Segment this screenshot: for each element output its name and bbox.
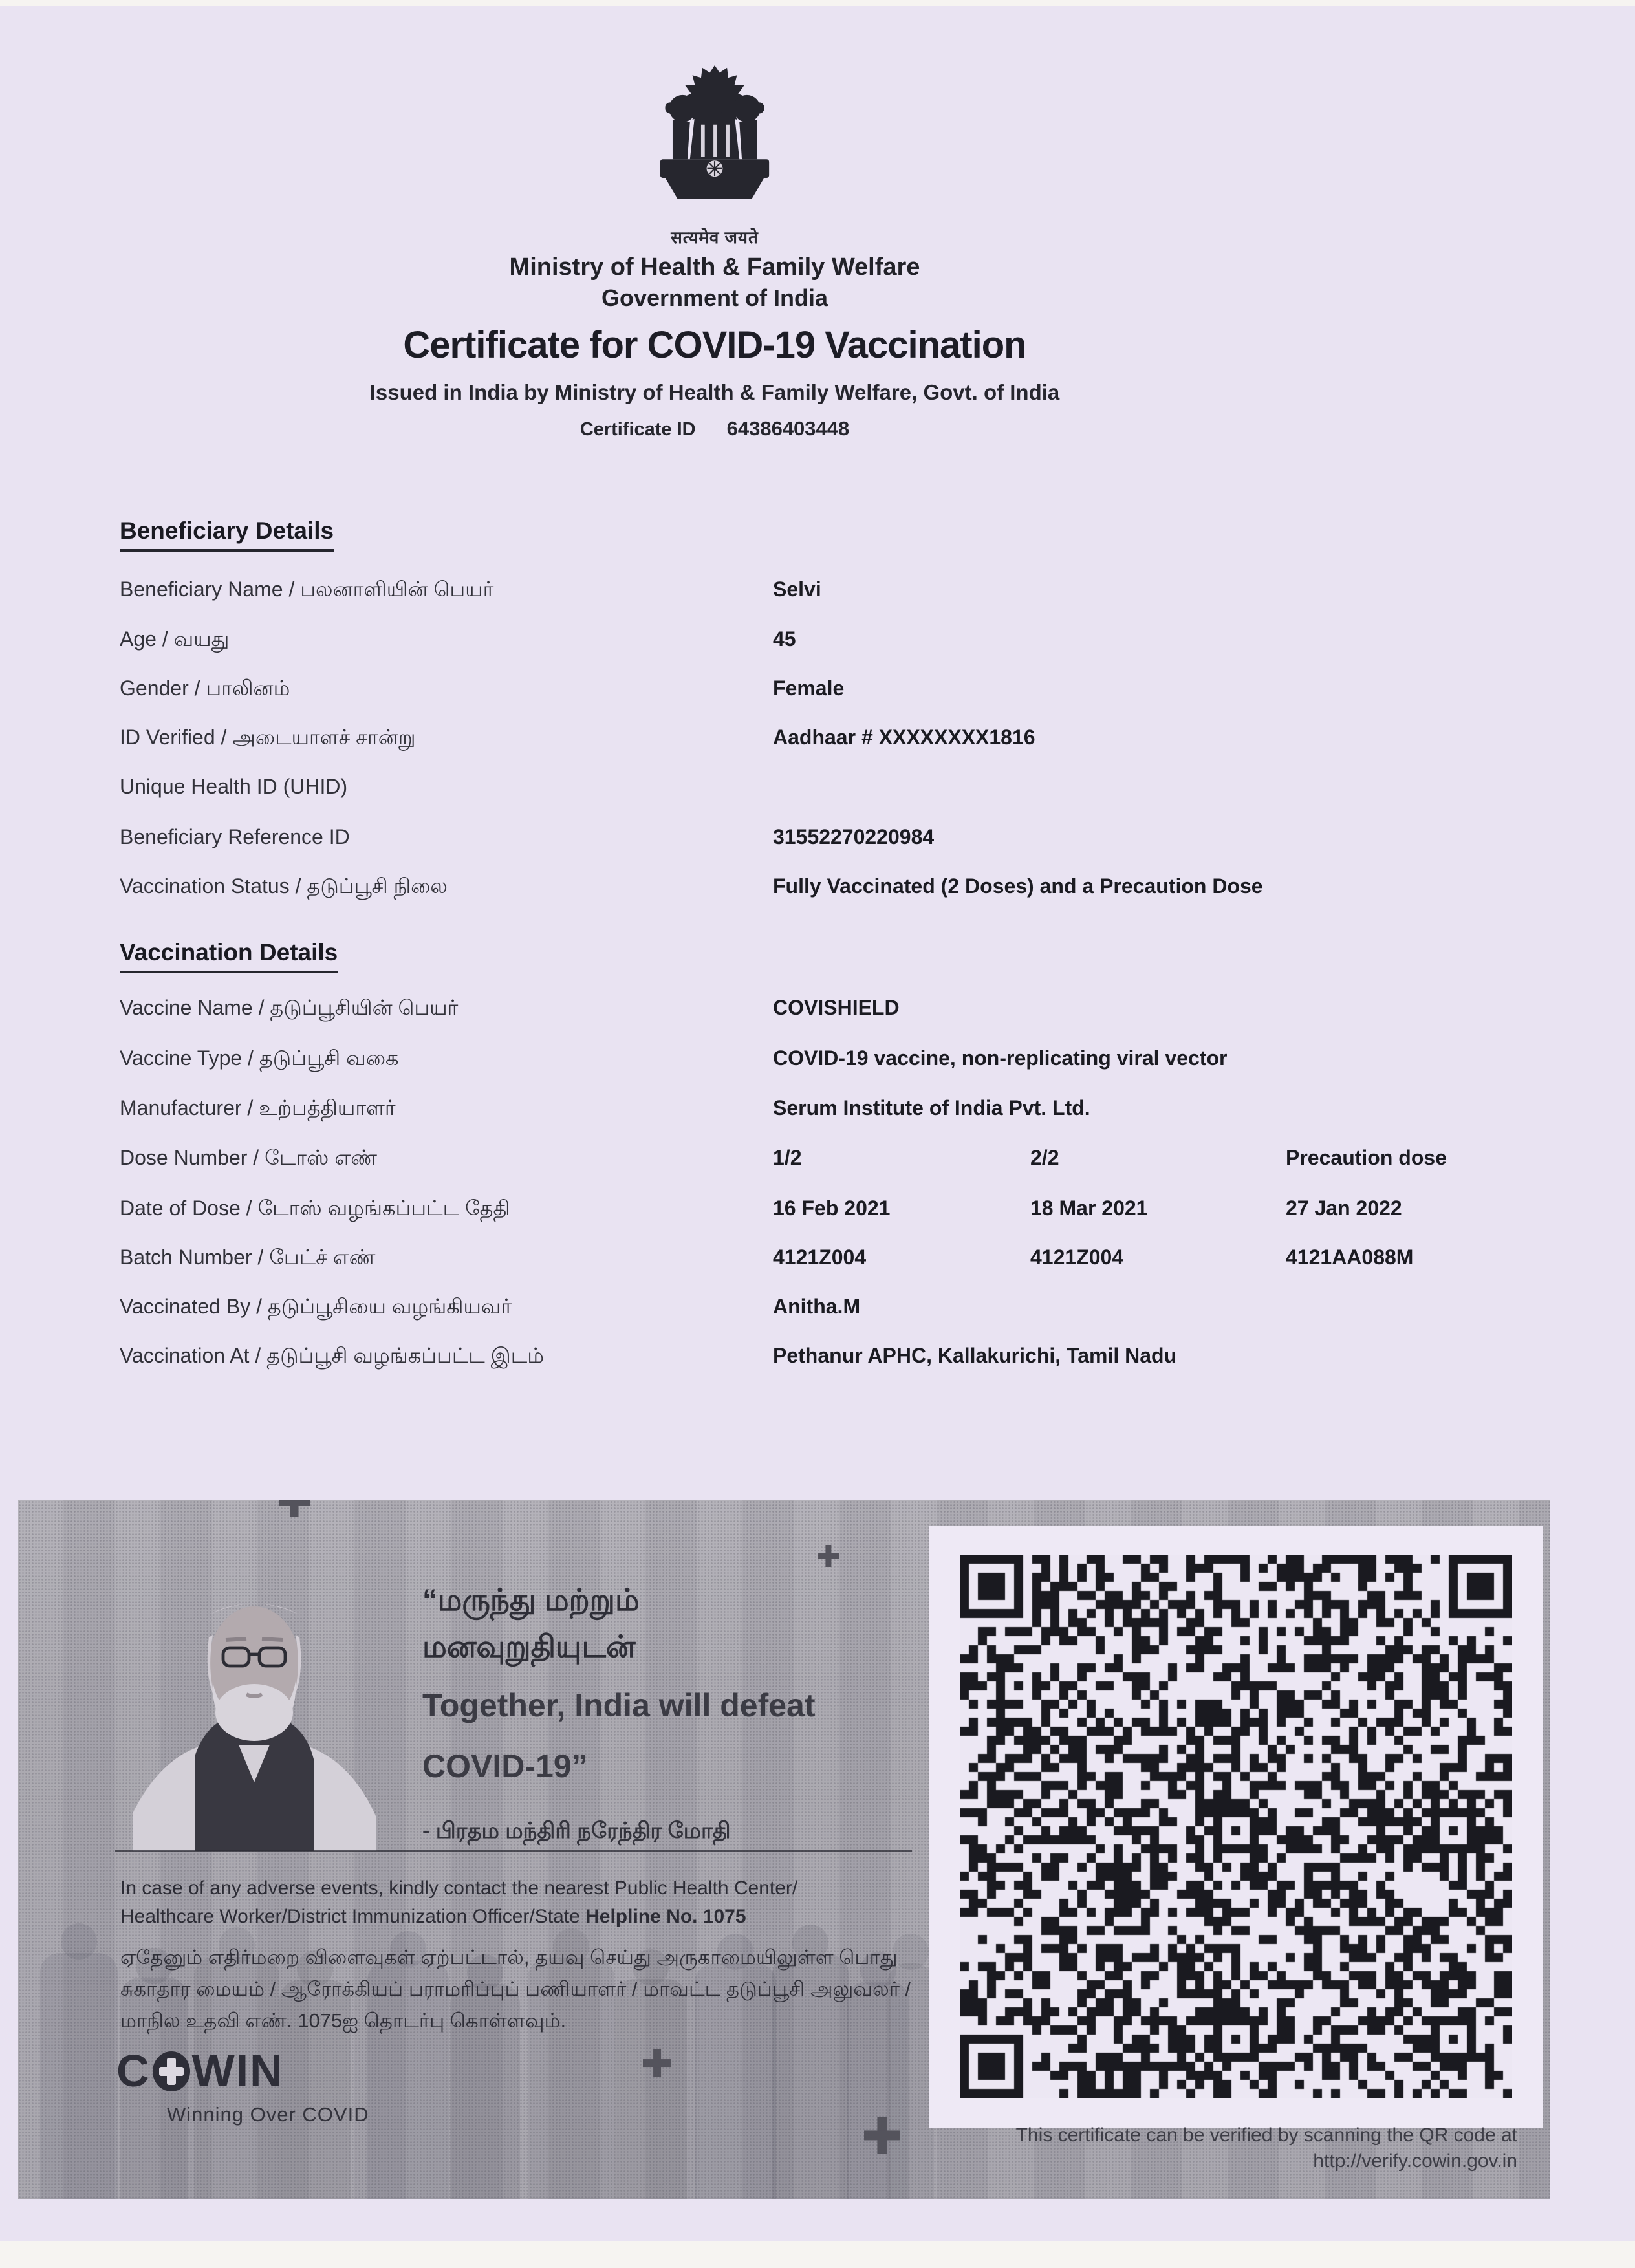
cowin-tagline: Winning Over COVID (167, 2103, 369, 2126)
qr-panel (929, 1526, 1543, 2128)
plus-mark-icon (279, 1500, 310, 1517)
row-value: Pethanur APHC, Kallakurichi, Tamil Nadu (773, 1344, 1177, 1367)
row-label: Vaccination Status / தடுப்பூசி நிலை (120, 874, 448, 898)
vaccination-row-dates (0, 1196, 1635, 1242)
row-label: Unique Health ID (UHID) (120, 775, 348, 798)
precaution-dose-date: 27 Jan 2022 (1286, 1196, 1402, 1220)
plus-circle-icon (153, 2051, 190, 2091)
row-label: Dose Number / டோஸ் எண் (120, 1146, 377, 1169)
row-value: Serum Institute of India Pvt. Ltd. (773, 1096, 1090, 1119)
certificate-id-line (0, 417, 1429, 440)
adverse-en-line2: Healthcare Worker/District Immunization Officer/State Helpline No. 1075 (120, 1906, 746, 1927)
row-value: COVID-19 vaccine, non-replicating viral vector (773, 1046, 1228, 1070)
quote-attribution: - பிரதம மந்திரி நரேந்திர மோதி (422, 1819, 731, 1843)
beneficiary-row (0, 627, 1635, 673)
beneficiary-row (0, 676, 1635, 722)
verify-line2: http://verify.cowin.gov.in (1313, 2150, 1517, 2172)
quote-tamil-line2: மனவுறுதியுடன் (422, 1629, 636, 1663)
beneficiary-section-heading: Beneficiary Details (120, 517, 334, 552)
row-label: Age / வயது (120, 627, 230, 651)
dose2-date: 18 Mar 2021 (1030, 1196, 1148, 1220)
row-label: Beneficiary Name / பலனாளியின் பெயர் (120, 578, 494, 601)
quote-english-line2: COVID-19” (422, 1748, 588, 1784)
vaccination-section-heading: Vaccination Details (120, 939, 338, 973)
quote-tamil-line1: “மருந்து மற்றும் (422, 1582, 640, 1617)
row-value: Female (773, 676, 845, 700)
adverse-ta-line1: ஏதேனும் எதிர்மறை விளைவுகள் ஏற்பட்டால், தயவு செய்து அருகாமையிலுள்ள பொது (120, 1946, 898, 1969)
row-label: Date of Dose / டோஸ் வழங்கப்பட்ட தேதி (120, 1196, 510, 1220)
dose2-value: 2/2 (1030, 1146, 1059, 1169)
dose1-value: 1/2 (773, 1146, 802, 1169)
precaution-dose-batch: 4121AA088M (1286, 1246, 1414, 1269)
helpline-number: Helpline No. 1075 (585, 1906, 746, 1927)
beneficiary-row (0, 775, 1635, 820)
row-label: Vaccinated By / தடுப்பூசியை வழங்கியவர் (120, 1295, 512, 1318)
adverse-events-text-en (120, 1874, 797, 1931)
ashoka-emblem-icon (640, 50, 789, 220)
plus-mark-icon (817, 1545, 839, 1567)
row-label: Vaccine Type / தடுப்பூசி வகை (120, 1046, 399, 1070)
promo-banner (18, 1500, 1550, 2199)
row-value: COVISHIELD (773, 996, 900, 1019)
certificate-id-value: 64386403448 (726, 417, 850, 440)
adverse-ta-line3: மாநில உதவி எண். 1075ஐ தொடர்பு கொள்ளவும். (120, 2009, 567, 2032)
beneficiary-row (0, 825, 1635, 870)
vaccination-row (0, 1096, 1635, 1141)
ministry-line: Ministry of Health & Family Welfare (509, 254, 920, 281)
qr-code (960, 1555, 1512, 2098)
dose2-batch: 4121Z004 (1030, 1246, 1124, 1269)
vaccination-row-doses (0, 1146, 1635, 1191)
verify-note (1016, 2122, 1517, 2174)
verify-line1: This certificate can be verified by scanning the QR code at (1015, 2124, 1517, 2146)
row-label: Vaccination At / தடுப்பூசி வழங்கப்பட்ட இடம் (120, 1344, 544, 1367)
precaution-dose-value: Precaution dose (1286, 1146, 1447, 1169)
quote-block (422, 1577, 816, 1846)
banner-divider (115, 1850, 912, 1852)
adverse-events-text-ta (120, 1941, 911, 2036)
row-value: Selvi (773, 578, 821, 601)
government-line: Government of India (601, 285, 828, 311)
quote-english-line1: Together, India will defeat (422, 1687, 816, 1723)
beneficiary-row (0, 726, 1635, 771)
cowin-logo (116, 2045, 369, 2126)
vaccination-row (0, 1344, 1635, 1389)
issued-line: Issued in India by Ministry of Health & Family Welfare, Govt. of India (369, 380, 1060, 404)
row-label: Gender / பாலினம் (120, 676, 290, 700)
emblem-caption: सत्यमेव जयते (671, 228, 759, 247)
row-label: Manufacturer / உற்பத்தியாளர் (120, 1096, 396, 1119)
plus-mark-icon (864, 2117, 900, 2154)
row-value: Anitha.M (773, 1295, 861, 1318)
beneficiary-row (0, 874, 1635, 920)
national-emblem (0, 50, 1429, 223)
adverse-ta-line2: சுகாதார மையம் / ஆரோக்கியப் பராமரிப்புப் பணியாளர் / மாவட்ட தடுப்பூசி அலுவலர் / (120, 1978, 911, 2000)
scan-edge-bottom (0, 2241, 1635, 2268)
row-value: Fully Vaccinated (2 Doses) and a Precaution Dose (773, 874, 1263, 898)
adverse-en-line1: In case of any adverse events, kindly contact the nearest Public Health Center/ (120, 1877, 798, 1899)
vaccination-row-batches (0, 1246, 1635, 1291)
row-label: ID Verified / அடையாளச் சான்று (120, 726, 416, 749)
row-value: Aadhaar # XXXXXXXX1816 (773, 726, 1035, 749)
row-value: 45 (773, 627, 796, 651)
dose1-batch: 4121Z004 (773, 1246, 867, 1269)
vaccination-row (0, 996, 1635, 1041)
row-value: 31552270220984 (773, 825, 935, 848)
vaccination-row (0, 1295, 1635, 1340)
beneficiary-row (0, 578, 1635, 623)
row-label: Batch Number / பேட்ச் எண் (120, 1246, 376, 1269)
page-title: Certificate for COVID-19 Vaccination (403, 324, 1026, 366)
row-label: Vaccine Name / தடுப்பூசியின் பெயர் (120, 996, 459, 1019)
pm-portrait (125, 1560, 384, 1851)
plus-mark-icon (643, 2049, 671, 2077)
certificate-id-label: Certificate ID (579, 419, 696, 440)
vaccination-row (0, 1046, 1635, 1092)
row-label: Beneficiary Reference ID (120, 825, 350, 848)
cowin-wordmark: C WIN (116, 2046, 284, 2096)
crowd-person-silhouette (40, 1953, 118, 2199)
dose1-date: 16 Feb 2021 (773, 1196, 891, 1220)
